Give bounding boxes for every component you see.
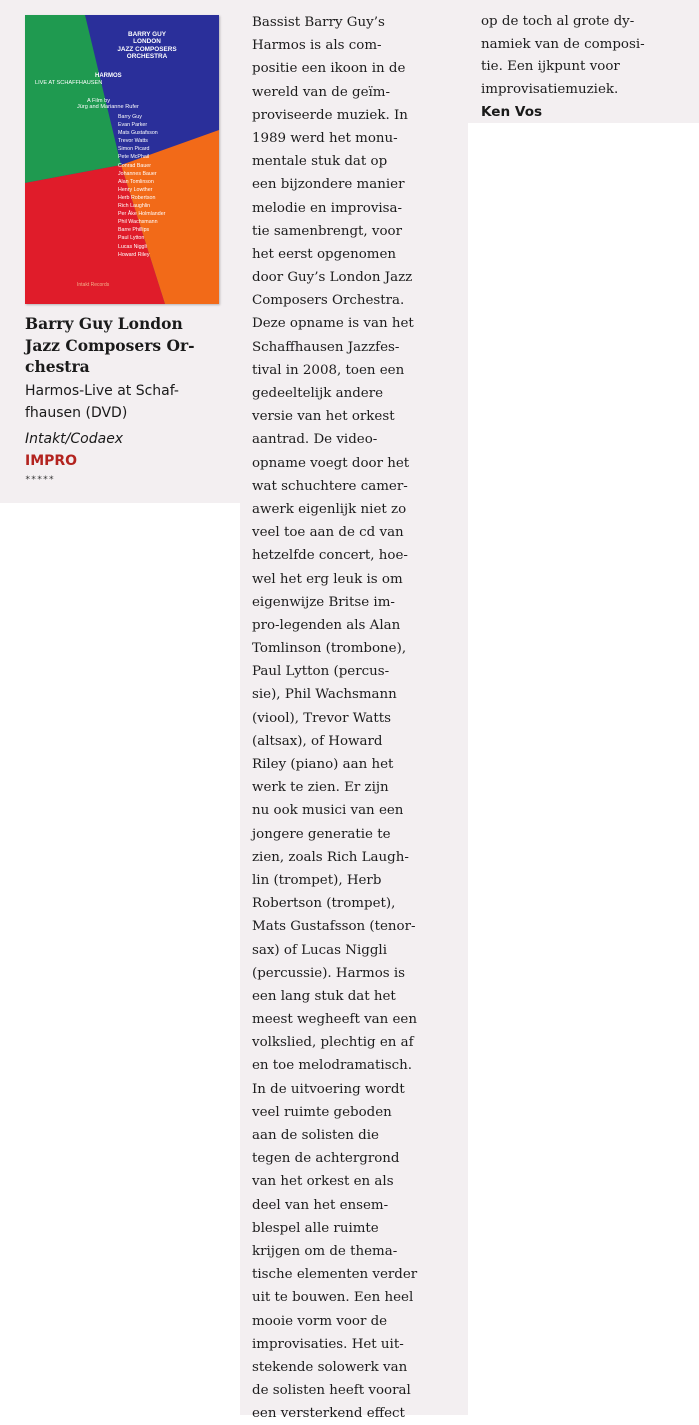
review-text-line: door Guy’s London Jazz: [252, 270, 413, 286]
review-text-line: wereld van de geïm-: [252, 84, 391, 100]
review-text-line: sax) of Lucas Niggli: [252, 942, 387, 958]
review-text-line: de solisten heeft vooral: [252, 1383, 411, 1399]
review-text-line: eigenwijze Britse im-: [252, 594, 395, 610]
review-text-line: (viool), Trevor Watts: [252, 710, 391, 726]
cover-musician: Mats Gustafsson: [118, 130, 158, 137]
cover-film-by: A Film by: [87, 98, 111, 104]
review-text-line: namiek van de composi-: [481, 36, 645, 52]
cover-title-line: JAZZ COMPOSERS: [117, 45, 177, 53]
review-text-line: tie samenbrengt, voor: [252, 223, 403, 239]
review-text-line: Mats Gustafsson (tenor-: [252, 919, 416, 935]
cover-musician: Evan Parker: [118, 122, 148, 129]
album-label: Intakt/Codaex: [25, 431, 124, 447]
review-text-line: awerk eigenlijk niet zo: [252, 501, 407, 517]
review-text-line: en toe melodramatisch.: [252, 1058, 412, 1074]
cover-musician-list: [118, 113, 165, 259]
review-text-line: blespel alle ruimte: [252, 1220, 379, 1236]
cover-musician: Herb Robertson: [118, 194, 156, 201]
cover-musician: Barry Guy: [118, 114, 142, 120]
album-title-line: Barry Guy London: [25, 314, 183, 333]
album-subtitle: [25, 380, 235, 424]
review-text-line: jongere generatie te: [252, 826, 391, 842]
review-text-line: veel ruimte geboden: [252, 1104, 392, 1120]
review-text-line: stekende solowerk van: [252, 1359, 408, 1375]
review-body-text: [252, 11, 417, 1425]
album-title-line: Jazz Composers Or-: [25, 335, 195, 355]
review-text-line: nu ook musici van een: [252, 803, 404, 819]
review-text-line: Tomlinson (trombone),: [252, 641, 407, 657]
review-text-line: (altsax), of Howard: [252, 733, 383, 749]
review-text-line: aan de solisten die: [252, 1128, 379, 1143]
review-text-line: pro-legenden als Alan: [252, 617, 401, 633]
album-rating: *****: [25, 475, 55, 485]
review-text-line: aantrad. De video-: [252, 432, 378, 448]
review-author: Ken Vos: [481, 104, 543, 120]
review-text-line: versie van het orkest: [252, 409, 395, 425]
review-text-line: gedeeltelijk andere: [252, 386, 384, 401]
cover-live: LIVE AT SCHAFFHAUSEN: [35, 80, 103, 86]
review-text-line: veel toe aan de cd van: [252, 525, 404, 541]
cover-title-line: ORCHESTRA: [126, 53, 168, 61]
review-text-line: Composers Orchestra.: [252, 293, 405, 309]
album-title-line: chestra: [25, 357, 90, 376]
review-text-line: tegen de achtergrond: [252, 1151, 400, 1167]
review-text-line: werk te zien. Er zijn: [252, 780, 389, 796]
review-text-line: opname voegt door het: [252, 455, 410, 471]
review-text-line: een versterkend effect: [252, 1406, 405, 1422]
cover-musician: Henry Lowther: [118, 186, 153, 193]
review-text-line: Schaffhausen Jazzfes-: [252, 339, 400, 355]
cover-musician: Rich Laughlin: [118, 203, 151, 210]
review-text-line: improvisatiemuziek.: [481, 81, 619, 97]
review-text-line: uit te bouwen. Een heel: [252, 1290, 414, 1306]
cover-musician: Johannes Bauer: [118, 170, 157, 177]
review-text-line: krijgen om de thema-: [252, 1243, 398, 1259]
review-text-line: het eerst opgenomen: [252, 246, 397, 262]
album-subtitle-line: fhausen (DVD): [25, 405, 128, 421]
review-text-line: melodie en improvisa-: [252, 200, 403, 216]
cover-title-line: BARRY GUY: [128, 31, 166, 38]
review-text-line: van het orkest en als: [252, 1174, 394, 1190]
cover-musician: Barre Phillips: [118, 227, 150, 234]
review-continuation-text: [481, 11, 645, 101]
review-text-line: een bijzondere manier: [252, 177, 405, 193]
review-text-line: volkslied, plechtig en af: [252, 1035, 414, 1051]
cover-filmmakers: Jürg and Marianne Rufer: [77, 104, 139, 110]
review-text-line: In de uitvoering wordt: [252, 1081, 405, 1097]
review-text-line: op de toch al grote dy-: [481, 14, 635, 29]
cover-musician: Conrad Bauer: [118, 162, 151, 169]
review-text-line: tie. Een ijkpunt voor: [481, 59, 620, 74]
review-text-line: een lang stuk dat het: [252, 988, 396, 1004]
review-text-line: tische elementen verder: [252, 1267, 418, 1283]
review-text-line: Harmos is als com-: [252, 38, 382, 54]
cover-harmos: HARMOS: [95, 73, 122, 79]
review-text-line: zien, zoals Rich Laugh-: [252, 849, 409, 865]
review-text-line: improvisaties. Het uit-: [252, 1336, 404, 1352]
review-text-line: tival in 2008, toen een: [252, 362, 405, 378]
cover-musician: Howard Riley: [118, 251, 150, 258]
review-text-line: sie), Phil Wachsmann: [252, 687, 397, 703]
review-text-line: Riley (piano) aan het: [252, 757, 394, 772]
cover-musician: Paul Lytton: [118, 235, 145, 242]
cover-musician: Trevor Watts: [118, 138, 148, 145]
review-text-line: deel van het ensem-: [252, 1197, 389, 1213]
review-text-line: Paul Lytton (percus-: [252, 664, 390, 680]
review-text-line: Robertson (trompet),: [252, 896, 396, 912]
review-text-line: Bassist Barry Guy’s: [252, 15, 385, 30]
review-text-line: meest wegheeft van een: [252, 1012, 417, 1028]
album-genre: IMPRO: [25, 453, 78, 469]
cover-title: [117, 31, 177, 61]
review-text-line: wel het erg leuk is om: [252, 571, 403, 587]
cover-musician: Per Åke Holmlander: [118, 211, 166, 218]
review-text-line: mooie vorm voor de: [252, 1313, 388, 1329]
cover-record-label: Intakt Records: [77, 282, 110, 288]
dvd-cover-image: [25, 15, 219, 304]
cover-musician: Pete McPhail: [118, 154, 150, 161]
review-text-line: positie een ikoon in de: [252, 61, 406, 77]
review-text-line: hetzelfde concert, hoe-: [252, 548, 408, 564]
review-text-line: lin (trompet), Herb: [252, 872, 382, 888]
cover-musician: Phil Wachsmann: [118, 219, 158, 226]
cover-musician: Lucas Niggli: [118, 243, 147, 250]
album-subtitle-line: Harmos-Live at Schaf-: [25, 383, 179, 399]
cover-musician: Simon Picard: [118, 146, 150, 153]
review-text-line: mentale stuk dat op: [252, 154, 388, 170]
cover-musician: Alan Tomlinson: [118, 178, 154, 185]
review-text-line: (percussie). Harmos is: [252, 965, 406, 981]
review-text-line: proviseerde muziek. In: [252, 107, 408, 123]
review-text-line: Deze opname is van het: [252, 316, 414, 332]
review-text-line: wat schuchtere camer-: [252, 478, 408, 494]
album-title: [25, 313, 235, 378]
review-text-line: 1989 werd het monu-: [252, 130, 398, 146]
cover-title-line: LONDON: [133, 38, 161, 46]
